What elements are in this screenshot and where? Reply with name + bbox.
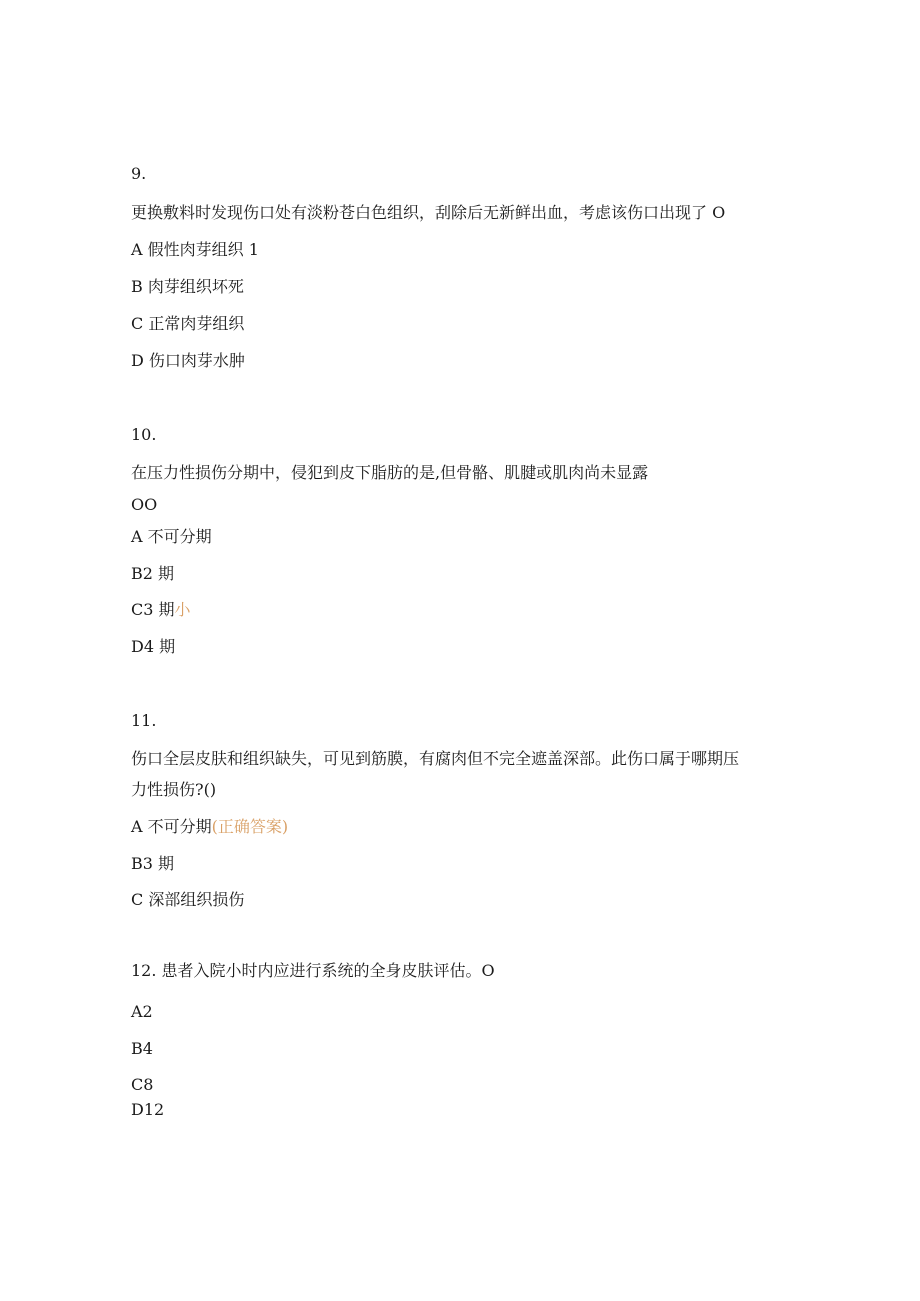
question-9-option-a: A 假性肉芽组织 1 (131, 240, 259, 259)
question-12-option-c: C8 (131, 1075, 154, 1094)
question-11-number: 11. (131, 711, 157, 730)
question-10-option-d: D4 期 (131, 637, 176, 656)
question-10-option-a: A 不可分期 (131, 527, 212, 546)
option-c-text: C3 期 (131, 600, 175, 619)
question-11-stem-line2: 力性损伤?() (131, 780, 217, 799)
question-9-option-b: B 肉芽组织坏死 (131, 277, 244, 296)
question-10-option-b: B2 期 (131, 564, 175, 583)
question-9-number: 9. (131, 164, 147, 183)
option-a-text: A 不可分期 (131, 817, 212, 836)
question-10-number: 10. (131, 425, 157, 444)
question-9-option-d: D 伤口肉芽水肿 (131, 351, 245, 370)
question-10-stem-line1: 在压力性损伤分期中，侵犯到皮下脂肪的是,但骨骼、肌腱或肌肉尚未显露 (131, 463, 649, 482)
question-12-option-d: D12 (131, 1100, 165, 1119)
question-11-option-b: B3 期 (131, 854, 175, 873)
question-9-stem: 更换敷料时发现伤口处有淡粉苍白色组织，刮除后无新鲜出血，考虑该伤口出现了 O (131, 203, 726, 222)
question-10-option-c (131, 600, 191, 620)
question-9-option-c: C 正常肉芽组织 (131, 314, 245, 333)
question-12-stem: 12. 患者入院小时内应进行系统的全身皮肤评估。O (131, 961, 495, 980)
correct-answer-mark: (正确答案) (211, 817, 289, 836)
question-11-option-a (131, 817, 288, 837)
question-10-stem-line2: OO (131, 495, 158, 514)
question-11-stem-line1: 伤口全层皮肤和组织缺失，可见到筋膜，有腐肉但不完全遮盖深部。此伤口属于哪期压 (131, 749, 740, 768)
question-11-option-c: C 深部组织损伤 (131, 890, 245, 909)
question-12-option-a: A2 (131, 1002, 153, 1021)
question-12-option-b: B4 (131, 1039, 153, 1058)
answer-mark: 小 (174, 600, 191, 619)
